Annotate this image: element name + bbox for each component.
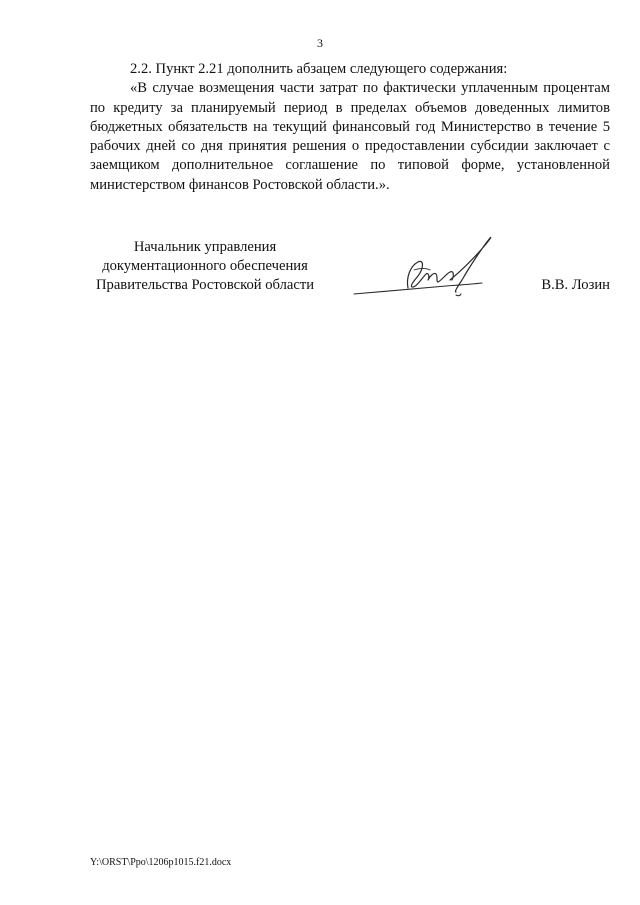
signer-position-line-2: документационного обеспечения bbox=[102, 258, 308, 274]
signer-position-line-1: Начальник управления bbox=[133, 239, 277, 255]
signer-position bbox=[80, 238, 330, 295]
signature-block bbox=[80, 238, 610, 308]
paragraph-amendment-intro: 2.2. Пункт 2.21 дополнить абзацем следующего содержания: bbox=[130, 61, 508, 77]
signer-position-line-3: Правительства Ростовской области bbox=[95, 277, 315, 293]
page-number: 3 bbox=[317, 36, 323, 50]
signer-name: В.В. Лозин bbox=[541, 277, 610, 293]
paragraph-amendment-text: «В случае возмещения части затрат по фактически уплаченным процентам по кредиту за планируемый период в пределах объемов доведенных лимитов бюджетных обязательств на текущий финансовый год Министерство в течение 5 рабочих дней со дня принятия решения о предоставлении субсидии заключает с заемщиком дополнительное соглашение по типовой форме, установленной министерством финансов Ростовской области.». bbox=[90, 80, 610, 193]
document-file-path: Y:\ORST\Ppo\1206p1015.f21.docx bbox=[90, 857, 232, 868]
handwritten-signature-icon bbox=[350, 232, 500, 302]
document-body bbox=[90, 60, 610, 195]
